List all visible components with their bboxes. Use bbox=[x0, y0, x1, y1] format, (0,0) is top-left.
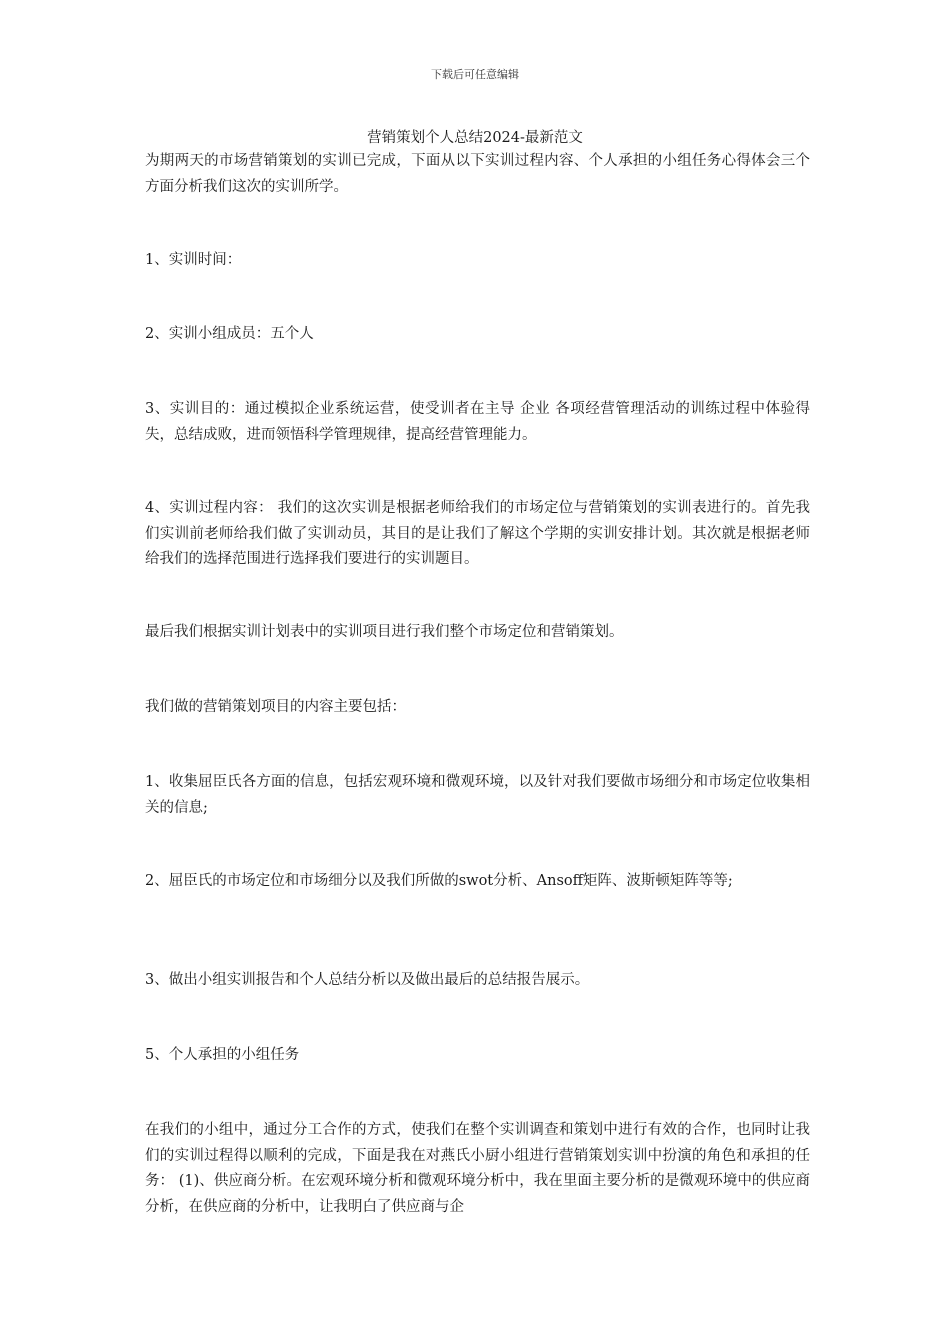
document-title: 营销策划个人总结2024-最新范文 bbox=[367, 130, 583, 146]
paragraph-training-time: 1、实训时间： bbox=[145, 252, 242, 268]
paragraph-item-3: 3、做出小组实训报告和个人总结分析以及做出最后的总结报告展示。 bbox=[145, 972, 590, 988]
paragraph-project-contents: 我们做的营销策划项目的内容主要包括： bbox=[145, 699, 406, 715]
paragraph-item-2: 2、屈臣氏的市场定位和市场细分以及我们所做的swot分析、Ansoff矩阵、波斯顿矩阵等等; bbox=[145, 873, 733, 889]
paragraph-group-role: 在我们的小组中，通过分工合作的方式，使我们在整个实训调查和策划中进行有效的合作，也同时让我们的实训过程得以顺利的完成，下面是我在对燕氏小厨小组进行营销策划实训中扮演的角色和承担的任务： (1)、供应商分析。在宏观环境分析和微观环境分析中，我在里面主要分析的是微观环境中的供应商分析，在供应商的分析中，让我明白了供应商与企 bbox=[145, 1122, 810, 1215]
paragraph-intro: 为期两天的市场营销策划的实训已完成，下面从以下实训过程内容、个人承担的小组任务心得体会三个方面分析我们这次的实训所学。 bbox=[145, 153, 810, 195]
paragraph-training-purpose: 3、实训目的：通过模拟企业系统运营，使受训者在主导 企业 各项经营管理活动的训练过程中体验得失，总结成败，进而领悟科学管理规律，提高经营管理能力。 bbox=[145, 401, 810, 443]
paragraph-section-5: 5、个人承担的小组任务 bbox=[145, 1047, 300, 1063]
header-note: 下载后可任意编辑 bbox=[431, 68, 519, 81]
paragraph-training-content: 4、实训过程内容： 我们的这次实训是根据老师给我们的市场定位与营销策划的实训表进行的。首先我们实训前老师给我们做了实训动员，其目的是让我们了解这个学期的实训安排计划。其次就是根据老师给我们的选择范围进行选择我们要进行的实训题目。 bbox=[145, 500, 810, 567]
paragraph-final-step: 最后我们根据实训计划表中的实训项目进行我们整个市场定位和营销策划。 bbox=[145, 624, 624, 640]
paragraph-team-members: 2、实训小组成员：五个人 bbox=[145, 326, 314, 342]
paragraph-item-1: 1、收集屈臣氏各方面的信息，包括宏观环境和微观环境，以及针对我们要做市场细分和市场定位收集相关的信息; bbox=[145, 774, 810, 816]
